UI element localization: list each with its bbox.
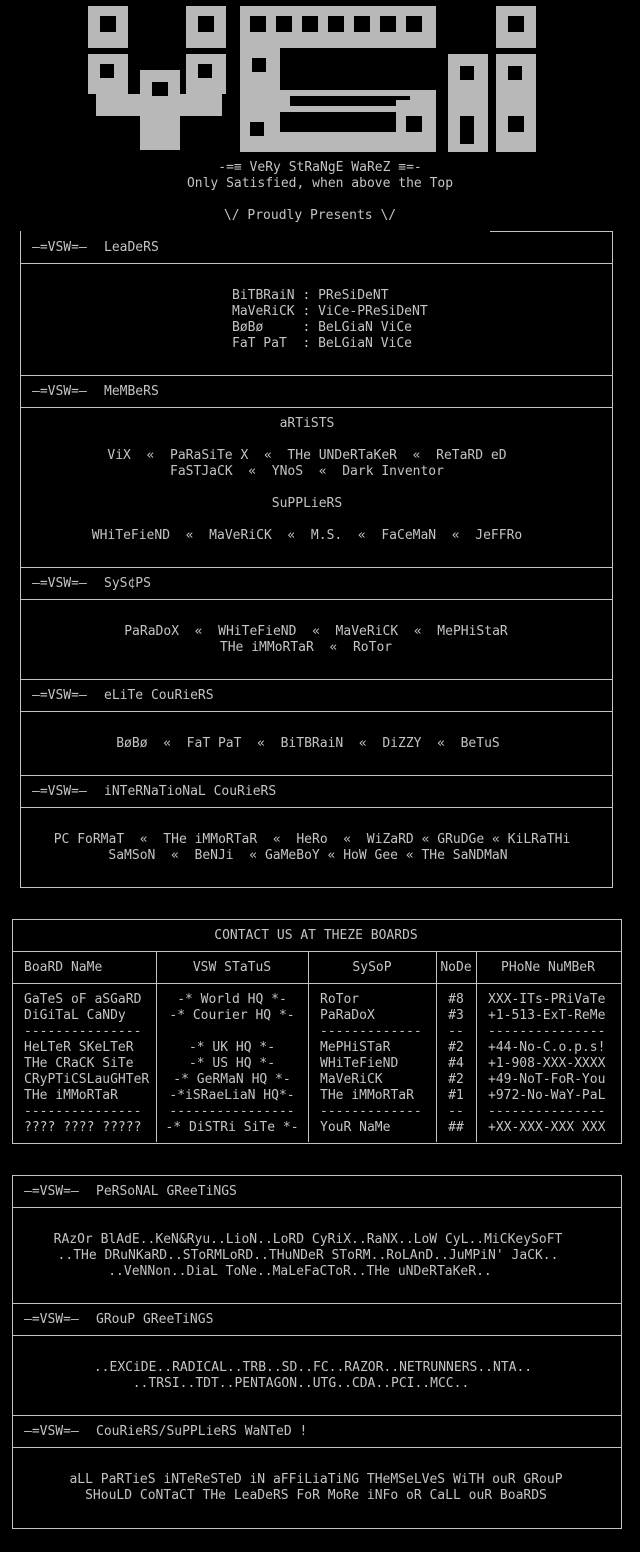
board-phone: +49-NoT-FoR-You — [488, 1072, 606, 1087]
rule — [12, 1335, 621, 1336]
board-sysop: YouR NaMe — [320, 1120, 391, 1135]
board-sysop: MePHiSTaR — [320, 1040, 391, 1055]
board-status: -* World HQ *- — [177, 992, 287, 1007]
board-phone: --------------- — [488, 1024, 606, 1039]
artists-line: FaSTJaCK « YNoS « Dark Inventor — [170, 464, 444, 479]
board-phone: XXX-ITs-PRiVaTe — [488, 992, 606, 1007]
elite-title: eLiTe CouRieRS — [104, 688, 214, 703]
board-status: ---------------- — [169, 1104, 295, 1119]
sysops-line: THe iMMoRTaR « RoTor — [219, 640, 393, 655]
artists-heading: aRTiSTS — [279, 416, 335, 431]
section-tag: —=VSW=— — [32, 688, 87, 703]
suppliers-heading: SuPPLieRS — [271, 496, 343, 511]
personal-title: PeRSoNAL GReeTiNGS — [96, 1184, 237, 1199]
frame-left-border — [20, 231, 21, 887]
leader-line: MaVeRiCK : ViCe-PReSiDeNT — [232, 304, 428, 319]
leader-line: BiTBRaiN : PReSiDeNT — [232, 288, 389, 303]
rule — [20, 263, 613, 264]
intl-title: iNTeRNaTioNaL CouRieRS — [104, 784, 277, 799]
board-node: #8 — [448, 992, 464, 1007]
wanted-line: aLL PaRTieS iNTeReSTeD iN aFFiLiaTiNG THeMSeLVeS WiTH ouR GRouP — [69, 1472, 563, 1487]
board-name: --------------- — [24, 1104, 142, 1119]
board-sysop: ------------- — [320, 1104, 422, 1119]
section-tag: —=VSW=— — [24, 1312, 79, 1327]
rule — [20, 375, 613, 376]
board-node: ## — [448, 1120, 464, 1135]
board-name: THe CRaCK SiTe — [24, 1056, 134, 1071]
section-tag: —=VSW=— — [24, 1184, 79, 1199]
personal-line: RAzOr BlAdE..KeN&Ryu..LioN..LoRD CyRiX..RaNX..LoW CyL..MiCKeySoFT — [53, 1232, 563, 1247]
board-status: -* UK HQ *- — [188, 1040, 276, 1055]
board-node: -- — [448, 1024, 464, 1039]
board-node: #1 — [448, 1088, 464, 1103]
personal-line: ..VeNNon..DiaL ToNe..MaLeFaCToR..THe uNDeRTaKeR.. — [108, 1264, 492, 1279]
intl-line: SaMSoN « BeNJi « GaMeBoY « HoW Gee « THe SaNDMaN — [108, 848, 508, 863]
rule — [20, 407, 613, 408]
board-phone: +972-No-WaY-PaL — [488, 1088, 606, 1103]
rule — [20, 567, 613, 568]
sysops-line: PaRaDoX « WHiTeFieND « MaVeRiCK « MePHiStaR — [124, 624, 508, 639]
rule — [490, 231, 613, 232]
section-tag: —=VSW=— — [24, 1424, 79, 1439]
board-name: GaTeS oF aSGaRD — [24, 992, 142, 1007]
board-status: -* Courier HQ *- — [169, 1008, 295, 1023]
suppliers-line: WHiTeFieND « MaVeRiCK « M.S. « FaCeMaN « JeFFRo — [91, 528, 523, 543]
board-phone: +1-908-XXX-XXXX — [488, 1056, 606, 1071]
rule — [12, 1207, 621, 1208]
board-name: CRyPTiCSLauGHTeR — [24, 1072, 150, 1087]
board-sysop: WHiTeFieND — [320, 1056, 399, 1071]
board-phone: +44-No-C.o.p.s! — [488, 1040, 606, 1055]
rule — [20, 679, 613, 680]
wanted-title: CouRieRS/SuPPLieRS WaNTeD ! — [96, 1424, 308, 1439]
group-title: GRouP GReeTiNGS — [96, 1312, 214, 1327]
board-node: #2 — [448, 1040, 464, 1055]
board-status: -* US HQ *- — [188, 1056, 276, 1071]
board-sysop: MaVeRiCK — [320, 1072, 383, 1087]
rule — [20, 599, 613, 600]
frame-right-border — [612, 231, 613, 887]
board-name: HeLTeR SKeLTeR — [24, 1040, 134, 1055]
col-header-board: BoaRD NaMe — [24, 960, 103, 975]
board-sysop: ------------- — [320, 1024, 422, 1039]
leader-line: FaT PaT : BeLGiaN ViCe — [232, 336, 413, 351]
artists-line: ViX « PaRaSiTe X « THe UNDeRTaKeR « ReTaRD eD — [107, 448, 507, 463]
group-line: ..EXCiDE..RADICAL..TRB..SD..FC..RAZOR..NETRUNNERS..NTA.. — [93, 1360, 533, 1375]
board-node: -- — [448, 1104, 464, 1119]
leader-line: BøBø : BeLGiaN ViCe — [232, 320, 413, 335]
tagline: -=≡ VeRy StRaNgE WaReZ ≡=- — [218, 160, 422, 175]
section-tag: —=VSW=— — [32, 384, 87, 399]
board-phone: +1-513-ExT-ReMe — [488, 1008, 606, 1023]
rule — [20, 775, 613, 776]
section-tag: —=VSW=— — [32, 576, 87, 591]
rule — [12, 1447, 621, 1448]
members-title: MeMBeRS — [104, 384, 159, 399]
sysops-title: SyS¢PS — [104, 576, 151, 591]
col-divider — [308, 951, 309, 1142]
board-phone: --------------- — [488, 1104, 606, 1119]
col-header-sysop: SySoP — [352, 960, 392, 975]
board-status: -*iSRaeLiaN HQ*- — [169, 1088, 295, 1103]
rule — [12, 951, 621, 952]
board-status: -* GeRMaN HQ *- — [173, 1072, 291, 1087]
intl-line: PC FoRMaT « THe iMMoRTaR « HeRo « WiZaRD « GRuDGe « KiLRaTHi — [53, 832, 571, 847]
presents-line: \/ Proudly Presents \/ — [223, 208, 397, 223]
motto: Only Satisfied, when above the Top — [186, 176, 454, 191]
col-header-node: NoDe — [440, 960, 472, 975]
vsw-logo-art — [0, 0, 640, 160]
rule — [12, 983, 621, 984]
vsw-logo — [0, 0, 640, 160]
col-header-status: VSW STaTuS — [192, 960, 272, 975]
board-name: ???? ???? ????? — [24, 1120, 142, 1135]
personal-line: ..THe DRuNKaRD..SToRMLoRD..THuNDeR SToRM..RoLAnD..JuMPiN' JaCK.. — [57, 1248, 559, 1263]
board-name: --------------- — [24, 1024, 142, 1039]
board-sysop: PaRaDoX — [320, 1008, 375, 1023]
board-name: DiGiTaL CaNDy — [24, 1008, 126, 1023]
board-status: -* DiSTRi SiTe *- — [165, 1120, 299, 1135]
section-tag: —=VSW=— — [32, 784, 87, 799]
boards-title: CONTACT US AT THEZE BOARDS — [214, 928, 418, 943]
col-header-phone: PHoNe NuMBeR — [501, 960, 595, 975]
frame-bottom-border — [20, 887, 613, 888]
board-node: #2 — [448, 1072, 464, 1087]
rule — [20, 807, 613, 808]
board-node: #3 — [448, 1008, 464, 1023]
board-name: THe iMMoRTaR — [24, 1088, 118, 1103]
rule — [12, 1415, 621, 1416]
col-divider — [476, 951, 477, 1142]
rule — [20, 711, 613, 712]
board-phone: +XX-XXX-XXX XXX — [488, 1120, 606, 1135]
board-node: #4 — [448, 1056, 464, 1071]
elite-line: BøBø « FaT PaT « BiTBRaiN « DiZZY « BeTuS — [116, 736, 500, 751]
board-sysop: RoTor — [320, 992, 360, 1007]
rule — [12, 1303, 621, 1304]
wanted-line: SHouLD CoNTaCT THe LeaDeRS FoR MoRe iNFo oR CaLL ouR BoaRDS — [85, 1488, 547, 1503]
board-sysop: THe iMMoRTaR — [320, 1088, 414, 1103]
leaders-title: LeaDeRS — [104, 240, 159, 255]
section-tag: —=VSW=— — [32, 240, 87, 255]
group-line: ..TRSI..TDT..PENTAGON..UTG..CDA..PCI..MCC.. — [132, 1376, 470, 1391]
